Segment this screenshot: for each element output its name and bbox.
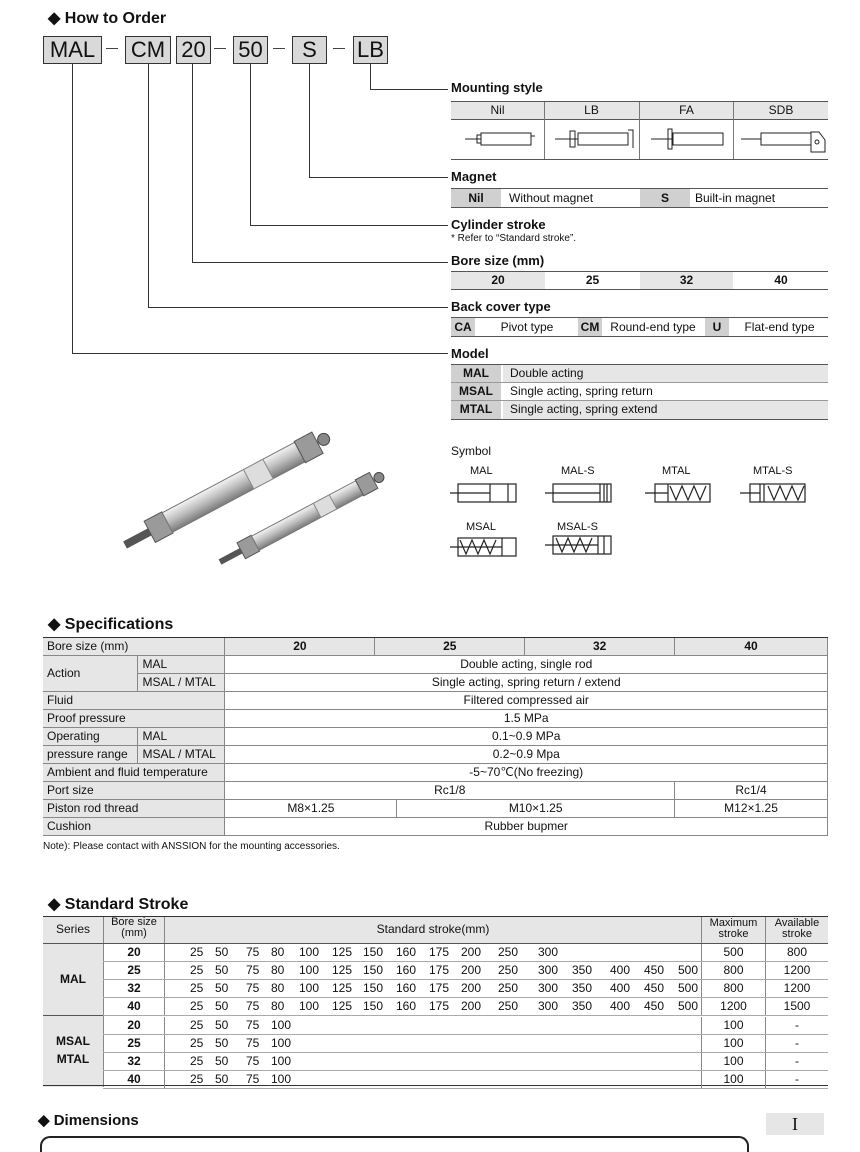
leader-line bbox=[250, 225, 448, 226]
stroke-value: 200 bbox=[461, 963, 482, 977]
stroke-header-max-line2: stroke bbox=[718, 928, 749, 940]
stroke-row-bore: 32 bbox=[104, 1053, 165, 1070]
stroke-value: 150 bbox=[363, 945, 384, 959]
leader-line bbox=[192, 63, 193, 262]
stroke-value: 300 bbox=[538, 981, 559, 995]
model-code: MSAL bbox=[459, 384, 493, 398]
stroke-value: 350 bbox=[572, 999, 593, 1013]
stroke-row-bore: 40 bbox=[104, 998, 165, 1015]
stroke-row-avail: 1200 bbox=[783, 981, 811, 995]
table-row bbox=[103, 1017, 828, 1035]
model-label: Double acting bbox=[510, 366, 584, 380]
stroke-row-avail: - bbox=[795, 1018, 799, 1032]
leader-line bbox=[370, 89, 448, 90]
stroke-value: 100 bbox=[271, 1018, 292, 1032]
mount-header: FA bbox=[679, 103, 694, 117]
stroke-value: 50 bbox=[215, 1054, 229, 1068]
stroke-row-bore: 40 bbox=[104, 1071, 165, 1088]
stroke-header-avail-line2: stroke bbox=[782, 928, 812, 940]
leader-line bbox=[148, 63, 149, 307]
mount-header: SDB bbox=[768, 103, 794, 117]
spec-port-b: Rc1/4 bbox=[675, 782, 828, 800]
stroke-series-mtal: MTAL bbox=[56, 1052, 90, 1066]
back-cover-code: CM bbox=[578, 318, 602, 336]
mounting-style-table bbox=[451, 101, 828, 160]
dimensions-heading bbox=[38, 1111, 139, 1129]
spec-msal-label: MSAL / MTAL bbox=[138, 674, 225, 692]
cylinder-product-image bbox=[100, 420, 390, 580]
diamond-icon: ◆ bbox=[38, 1112, 50, 1129]
specifications-title: Specifications bbox=[64, 616, 174, 633]
spec-rod-label: Piston rod thread bbox=[43, 800, 225, 818]
mount-header: LB bbox=[584, 103, 599, 117]
stroke-header-max-line1: Maximum bbox=[709, 917, 758, 929]
specifications-heading bbox=[48, 614, 173, 634]
stroke-value: 25 bbox=[190, 1072, 204, 1086]
stroke-header-series: Series bbox=[55, 922, 90, 936]
diamond-icon: ◆ bbox=[48, 10, 61, 27]
specifications-table bbox=[43, 638, 828, 836]
code-model: MAL bbox=[43, 36, 102, 64]
magnet-label: Built-in magnet bbox=[695, 191, 776, 205]
bore-value: 20 bbox=[451, 272, 545, 289]
stroke-value: 150 bbox=[363, 963, 384, 977]
model-code: MAL bbox=[463, 366, 489, 380]
stroke-row-avail: 800 bbox=[786, 945, 808, 959]
stroke-value: 25 bbox=[190, 1054, 204, 1068]
stroke-value: 175 bbox=[429, 945, 450, 959]
spec-action-mal: Double acting, single rod bbox=[225, 656, 828, 674]
table-row bbox=[103, 1071, 828, 1089]
stroke-value: 350 bbox=[572, 981, 593, 995]
spec-op-label: pressure range bbox=[43, 746, 138, 764]
magnet-label: Without magnet bbox=[509, 191, 594, 205]
spec-proof-label: Proof pressure bbox=[43, 710, 225, 728]
spec-rod-c: M12×1.25 bbox=[675, 800, 828, 818]
diamond-icon: ◆ bbox=[48, 616, 61, 633]
stroke-value: 75 bbox=[246, 1018, 260, 1032]
stroke-value: 25 bbox=[190, 981, 204, 995]
stroke-value: 250 bbox=[498, 963, 519, 977]
spec-action-msal: Single acting, spring return / extend bbox=[225, 674, 828, 692]
stroke-value: 100 bbox=[299, 981, 320, 995]
table-row bbox=[103, 998, 828, 1016]
table-row bbox=[103, 1035, 828, 1053]
stroke-value: 350 bbox=[572, 963, 593, 977]
spec-bore: 40 bbox=[675, 638, 828, 656]
stroke-value: 50 bbox=[215, 1018, 229, 1032]
spec-note: Note): Please contact with ANSSION for the mounting accessories. bbox=[43, 841, 340, 852]
stroke-value: 75 bbox=[246, 1072, 260, 1086]
stroke-value: 160 bbox=[396, 963, 417, 977]
stroke-value: 25 bbox=[190, 999, 204, 1013]
stroke-header-max bbox=[702, 918, 765, 940]
stroke-title: Cylinder stroke bbox=[451, 217, 546, 232]
stroke-row-avail: 1500 bbox=[783, 999, 811, 1013]
pneumatic-symbols bbox=[440, 478, 820, 563]
mounting-style-title: Mounting style bbox=[451, 80, 543, 95]
leader-line bbox=[309, 177, 448, 178]
stroke-value: 75 bbox=[246, 981, 260, 995]
stroke-value: 100 bbox=[271, 1054, 292, 1068]
stroke-row-avail: - bbox=[795, 1036, 799, 1050]
stroke-value: 500 bbox=[678, 963, 699, 977]
leader-line bbox=[250, 63, 251, 225]
standard-stroke-heading bbox=[48, 894, 188, 914]
stroke-row-bore: 20 bbox=[104, 1017, 165, 1034]
spec-bore: 20 bbox=[225, 638, 375, 656]
bore-value: 40 bbox=[774, 273, 788, 287]
stroke-value: 80 bbox=[271, 945, 285, 959]
stroke-header-bore bbox=[104, 917, 164, 939]
stroke-value: 100 bbox=[271, 1036, 292, 1050]
stroke-header-bore-line1: Bore size bbox=[111, 916, 157, 928]
stroke-value: 175 bbox=[429, 981, 450, 995]
table-row bbox=[103, 1053, 828, 1071]
spec-cushion-label: Cushion bbox=[43, 818, 225, 836]
stroke-value: 400 bbox=[610, 981, 631, 995]
symbol-label: MSAL bbox=[466, 521, 496, 533]
stroke-value: 25 bbox=[190, 1036, 204, 1050]
stroke-value: 125 bbox=[332, 945, 353, 959]
back-cover-title: Back cover type bbox=[451, 299, 551, 314]
table-row bbox=[103, 962, 828, 980]
stroke-value: 125 bbox=[332, 963, 353, 977]
spec-proof-value: 1.5 MPa bbox=[225, 710, 828, 728]
leader-line bbox=[370, 63, 371, 89]
spec-bore-label: Bore size (mm) bbox=[43, 638, 225, 656]
stroke-row-max: 100 bbox=[723, 1054, 744, 1068]
bore-value: 25 bbox=[585, 273, 600, 287]
stroke-value: 50 bbox=[215, 1072, 229, 1086]
stroke-value: 125 bbox=[332, 999, 353, 1013]
stroke-series-mal: MAL bbox=[60, 972, 86, 986]
stroke-value: 250 bbox=[498, 999, 519, 1013]
stroke-value: 300 bbox=[538, 999, 559, 1013]
how-to-order-title: How to Order bbox=[64, 10, 167, 27]
stroke-value: 25 bbox=[190, 945, 204, 959]
stroke-value: 150 bbox=[363, 981, 384, 995]
code-dash bbox=[273, 48, 285, 49]
bore-value: 32 bbox=[640, 272, 733, 289]
stroke-value: 50 bbox=[215, 963, 229, 977]
stroke-value: 75 bbox=[246, 945, 260, 959]
spec-cushion-value: Rubber bupmer bbox=[225, 818, 828, 836]
magnet-code: Nil bbox=[451, 189, 501, 207]
code-magnet: S bbox=[292, 36, 327, 64]
stroke-value: 50 bbox=[215, 981, 229, 995]
stroke-note: * Refer to “Standard stroke”. bbox=[451, 233, 577, 244]
code-bore: 20 bbox=[176, 36, 211, 64]
stroke-value: 400 bbox=[610, 999, 631, 1013]
spec-bore: 32 bbox=[525, 638, 675, 656]
model-code: MTAL bbox=[459, 402, 493, 416]
stroke-table-body bbox=[43, 944, 828, 1086]
back-cover-label: Flat-end type bbox=[744, 320, 815, 334]
stroke-value: 80 bbox=[271, 999, 285, 1013]
code-stroke: 50 bbox=[233, 36, 268, 64]
stroke-row-max: 100 bbox=[723, 1036, 744, 1050]
spec-port-label: Port size bbox=[43, 782, 225, 800]
spec-fluid-label: Fluid bbox=[43, 692, 225, 710]
spec-rod-a: M8×1.25 bbox=[225, 800, 397, 818]
code-back-cover: CM bbox=[125, 36, 171, 64]
stroke-value: 80 bbox=[271, 981, 285, 995]
bore-title: Bore size (mm) bbox=[451, 253, 545, 268]
spec-mal-label: MAL bbox=[138, 656, 225, 674]
stroke-value: 150 bbox=[363, 999, 384, 1013]
stroke-row-bore: 20 bbox=[104, 944, 165, 961]
spec-mal-label: MAL bbox=[138, 728, 225, 746]
symbol-title: Symbol bbox=[451, 444, 492, 458]
stroke-value: 100 bbox=[299, 999, 320, 1013]
mounting-cylinder-icons bbox=[451, 120, 828, 158]
stroke-value: 25 bbox=[190, 1018, 204, 1032]
stroke-value: 300 bbox=[538, 945, 559, 959]
table-row bbox=[103, 944, 828, 962]
spec-msal-label: MSAL / MTAL bbox=[138, 746, 225, 764]
spec-temp-value: -5~70℃(No freezing) bbox=[225, 764, 828, 782]
stroke-value: 50 bbox=[215, 999, 229, 1013]
spec-fluid-value: Filtered compressed air bbox=[225, 692, 828, 710]
back-cover-label: Pivot type bbox=[500, 320, 554, 334]
back-cover-code: CA bbox=[451, 318, 475, 336]
model-title: Model bbox=[451, 346, 489, 361]
spec-rod-b: M10×1.25 bbox=[397, 800, 675, 818]
stroke-value: 25 bbox=[190, 963, 204, 977]
stroke-value: 160 bbox=[396, 999, 417, 1013]
stroke-value: 80 bbox=[271, 963, 285, 977]
stroke-row-max: 100 bbox=[723, 1072, 744, 1086]
stroke-row-max: 800 bbox=[723, 963, 744, 977]
stroke-series-msal: MSAL bbox=[56, 1034, 90, 1048]
stroke-value: 100 bbox=[299, 945, 320, 959]
model-label: Single acting, spring extend bbox=[510, 402, 658, 416]
stroke-value: 100 bbox=[271, 1072, 292, 1086]
code-mounting: LB bbox=[353, 36, 388, 64]
how-to-order-heading bbox=[48, 8, 166, 28]
stroke-value: 75 bbox=[246, 1054, 260, 1068]
stroke-value: 500 bbox=[678, 981, 699, 995]
model-table bbox=[451, 364, 828, 420]
stroke-value: 75 bbox=[246, 1036, 260, 1050]
symbol-label: MSAL-S bbox=[557, 521, 598, 533]
stroke-row-bore: 25 bbox=[104, 1035, 165, 1052]
stroke-row-bore: 25 bbox=[104, 962, 165, 979]
stroke-value: 100 bbox=[299, 963, 320, 977]
stroke-value: 50 bbox=[215, 1036, 229, 1050]
code-dash bbox=[106, 48, 118, 49]
model-label: Single acting, spring return bbox=[510, 384, 653, 398]
stroke-value: 450 bbox=[644, 981, 665, 995]
stroke-value: 175 bbox=[429, 963, 450, 977]
magnet-code: S bbox=[640, 189, 690, 207]
spec-port-a: Rc1/8 bbox=[225, 782, 675, 800]
spec-op-label: Operating bbox=[43, 728, 138, 746]
diamond-icon: ◆ bbox=[48, 896, 61, 913]
dimensions-tab[interactable]: I bbox=[766, 1113, 824, 1135]
spec-op-msal: 0.2~0.9 Mpa bbox=[225, 746, 828, 764]
stroke-value: 175 bbox=[429, 999, 450, 1013]
stroke-value: 75 bbox=[246, 963, 260, 977]
dimensions-title: Dimensions bbox=[53, 1112, 139, 1129]
stroke-value: 200 bbox=[461, 945, 482, 959]
stroke-header-bore-line2: (mm) bbox=[121, 927, 147, 939]
dimensions-frame bbox=[40, 1136, 749, 1152]
code-dash bbox=[333, 48, 345, 49]
bore-table bbox=[451, 271, 828, 290]
stroke-value: 250 bbox=[498, 981, 519, 995]
stroke-value: 125 bbox=[332, 981, 353, 995]
stroke-value: 160 bbox=[396, 945, 417, 959]
code-dash bbox=[214, 48, 226, 49]
stroke-row-max: 1200 bbox=[720, 999, 747, 1013]
stroke-row-avail: - bbox=[795, 1072, 799, 1086]
stroke-value: 250 bbox=[498, 945, 519, 959]
stroke-row-bore: 32 bbox=[104, 980, 165, 997]
stroke-value: 450 bbox=[644, 999, 665, 1013]
spec-action-label: Action bbox=[43, 656, 138, 692]
magnet-table bbox=[451, 188, 828, 208]
stroke-table-header bbox=[43, 917, 828, 944]
symbol-label: MAL bbox=[470, 465, 493, 477]
stroke-value: 160 bbox=[396, 981, 417, 995]
leader-line bbox=[192, 262, 448, 263]
stroke-value: 200 bbox=[461, 999, 482, 1013]
table-row bbox=[103, 980, 828, 998]
stroke-row-max: 100 bbox=[723, 1018, 744, 1032]
stroke-value: 450 bbox=[644, 963, 665, 977]
spec-op-mal: 0.1~0.9 MPa bbox=[225, 728, 828, 746]
symbol-label: MTAL-S bbox=[753, 465, 793, 477]
stroke-header-avail bbox=[766, 918, 828, 940]
stroke-row-avail: - bbox=[795, 1054, 799, 1068]
back-cover-label: Round-end type bbox=[610, 320, 696, 334]
back-cover-code: U bbox=[705, 318, 729, 336]
leader-line bbox=[72, 63, 73, 353]
stroke-header-avail-line1: Available bbox=[774, 917, 820, 929]
symbol-label: MAL-S bbox=[561, 465, 595, 477]
stroke-value: 50 bbox=[215, 945, 229, 959]
stroke-value: 300 bbox=[538, 963, 559, 977]
stroke-value: 400 bbox=[610, 963, 631, 977]
spec-bore: 25 bbox=[375, 638, 525, 656]
stroke-value: 500 bbox=[678, 999, 699, 1013]
spec-temp-label: Ambient and fluid temperature bbox=[43, 764, 225, 782]
stroke-row-max: 500 bbox=[723, 945, 744, 959]
stroke-header-standard: Standard stroke(mm) bbox=[376, 922, 490, 936]
stroke-value: 75 bbox=[246, 999, 260, 1013]
leader-line bbox=[72, 353, 448, 354]
symbol-label: MTAL bbox=[662, 465, 691, 477]
stroke-row-avail: 1200 bbox=[783, 963, 811, 977]
standard-stroke-title: Standard Stroke bbox=[64, 896, 189, 913]
magnet-title: Magnet bbox=[451, 169, 497, 184]
stroke-row-max: 800 bbox=[723, 981, 744, 995]
leader-line bbox=[148, 307, 448, 308]
mount-header: Nil bbox=[490, 103, 505, 117]
back-cover-table bbox=[451, 317, 828, 337]
stroke-value: 200 bbox=[461, 981, 482, 995]
leader-line bbox=[309, 63, 310, 177]
